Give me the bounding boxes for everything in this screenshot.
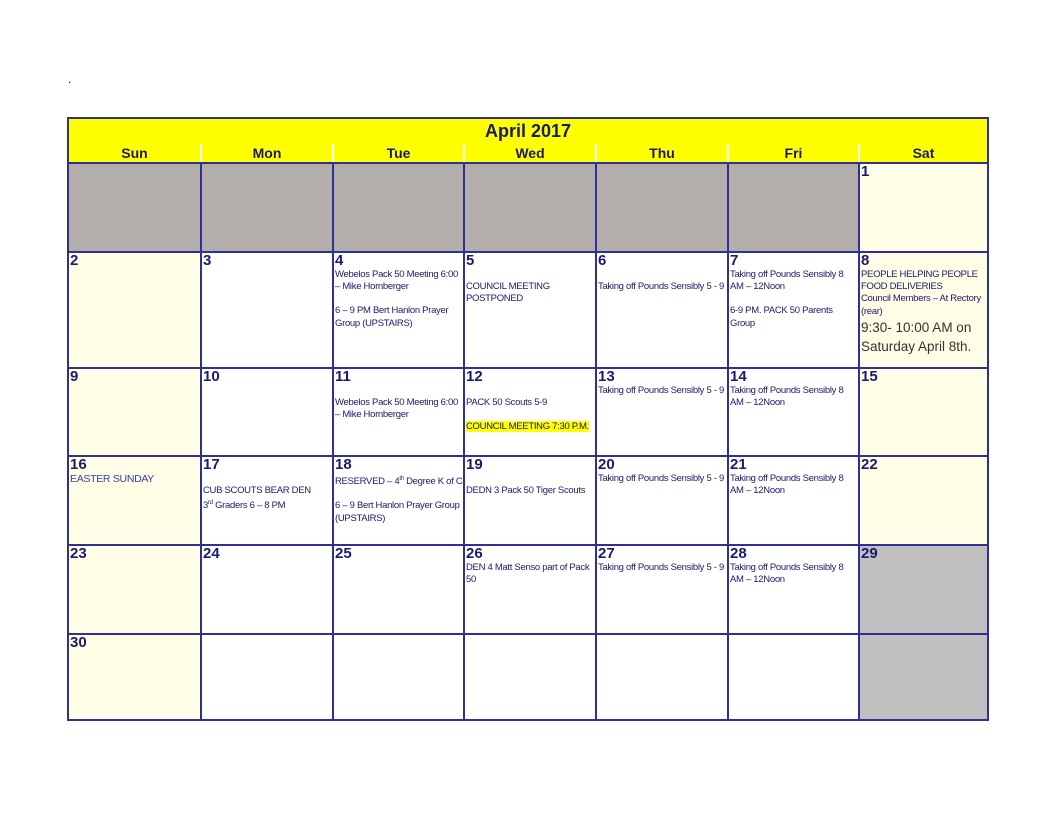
day-cell-empty	[595, 162, 727, 251]
event-text: Taking off Pounds Sensibly 8 AM – 12Noon	[730, 562, 844, 586]
day-cell-empty	[200, 633, 332, 719]
day-cell-20	[595, 455, 727, 544]
date-number: 3	[203, 252, 212, 269]
day-cell-empty	[727, 633, 858, 719]
day-cell-7	[727, 251, 858, 367]
day-cell-empty	[200, 162, 332, 251]
date-number: 12	[466, 368, 483, 385]
event-text: DEN 4 Matt Senso part of Pack 50	[466, 562, 590, 586]
page-mark: .	[68, 72, 72, 86]
date-number: 15	[861, 368, 878, 385]
date-number: 30	[70, 634, 87, 651]
day-cell-15	[858, 367, 987, 455]
event-text: Taking off Pounds Sensibly 8 AM – 12Noon	[730, 473, 844, 497]
day-header-fri: Fri	[727, 144, 858, 162]
event-text: Taking off Pounds Sensibly 8 AM – 12Noon	[730, 269, 844, 293]
day-cell-4	[332, 251, 463, 367]
date-number: 16	[70, 456, 87, 473]
date-number: 19	[466, 456, 483, 473]
day-cell-10	[200, 367, 332, 455]
event-text: Taking off Pounds Sensibly 5 - 9	[598, 562, 724, 573]
day-cell-11	[332, 367, 463, 455]
event-text: Taking off Pounds Sensibly 5 - 9	[598, 385, 724, 396]
event-text: Taking off Pounds Sensibly 5 - 9	[598, 281, 724, 292]
event-text: 6-9 PM. PACK 50 Parents Group	[730, 305, 833, 329]
date-number: 28	[730, 545, 747, 562]
event-text: COUNCIL MEETING POSTPONED	[466, 281, 550, 305]
day-cell-12	[463, 367, 595, 455]
day-cell-3	[200, 251, 332, 367]
day-cell-5	[463, 251, 595, 367]
event-text: EASTER SUNDAY	[70, 473, 155, 485]
day-cell-empty	[727, 162, 858, 251]
day-cell-13	[595, 367, 727, 455]
event-text: CUB SCOUTS BEAR DEN	[203, 485, 311, 496]
superscript: th	[399, 476, 404, 482]
event-text: PEOPLE HELPING PEOPLE FOOD DELIVERIES	[861, 269, 978, 293]
day-cell-16	[69, 455, 200, 544]
date-number: 8	[861, 252, 870, 269]
day-cell-18	[332, 455, 463, 544]
event-text-part: RESERVED – 4	[335, 476, 400, 488]
date-number: 10	[203, 368, 220, 385]
date-number: 5	[466, 252, 475, 269]
date-number: 13	[598, 368, 615, 385]
day-header-wed: Wed	[463, 144, 595, 162]
date-number: 14	[730, 368, 747, 385]
date-number: 6	[598, 252, 607, 269]
date-number: 25	[335, 545, 352, 562]
date-number: 4	[335, 252, 344, 269]
date-number: 27	[598, 545, 615, 562]
day-cell-empty	[332, 162, 463, 251]
date-number: 11	[335, 368, 351, 385]
date-number: 22	[861, 456, 878, 473]
event-text: DEDN 3 Pack 50 Tiger Scouts	[466, 485, 586, 496]
day-cell-28	[727, 544, 858, 633]
event-text: Webelos Pack 50 Meeting 6:00 – Mike Hornberger	[335, 397, 458, 421]
day-cell-empty	[69, 162, 200, 251]
event-text: PACK 50 Scouts 5-9	[466, 397, 548, 408]
day-cell-empty	[858, 633, 987, 719]
day-cell-8	[858, 251, 987, 367]
day-cell-27	[595, 544, 727, 633]
date-number: 24	[203, 545, 220, 562]
day-header-thu: Thu	[595, 144, 727, 162]
day-header-tue: Tue	[332, 144, 463, 162]
day-cell-empty	[463, 633, 595, 719]
event-text-part: Degree K of C	[403, 476, 463, 488]
event-text	[466, 421, 595, 433]
date-number: 7	[730, 252, 739, 269]
day-header-sat: Sat	[858, 144, 987, 162]
day-cell-21	[727, 455, 858, 544]
day-cell-24	[200, 544, 332, 633]
date-number: 18	[335, 456, 352, 473]
date-number: 9	[70, 368, 79, 385]
event-text	[335, 473, 463, 488]
day-cell-9	[69, 367, 200, 455]
event-text: Webelos Pack 50 Meeting 6:00 – Mike Hornberger	[335, 269, 458, 293]
date-number: 26	[466, 545, 483, 562]
day-cell-29	[858, 544, 987, 633]
superscript: rd	[207, 500, 213, 507]
day-cell-empty	[332, 633, 463, 719]
event-text-part: 3	[203, 500, 208, 512]
day-cell-empty	[595, 633, 727, 719]
day-cell-empty	[463, 162, 595, 251]
day-cell-19	[463, 455, 595, 544]
event-text-part: Graders 6 – 8 PM	[212, 500, 286, 512]
day-cell-23	[69, 544, 200, 633]
day-cell-6	[595, 251, 727, 367]
event-text: 6 – 9 Bert Hanlon Prayer Group (UPSTAIRS)	[335, 500, 460, 524]
date-number: 23	[70, 545, 87, 562]
event-text: 9:30- 10:00 AM on Saturday April 8th.	[861, 319, 972, 354]
event-text: Taking off Pounds Sensibly 5 - 9	[598, 473, 724, 484]
date-number: 21	[730, 456, 747, 473]
day-cell-22	[858, 455, 987, 544]
date-number: 2	[70, 252, 79, 269]
date-number: 1	[861, 163, 870, 180]
highlighted-event: COUNCIL MEETING 7:30 P.M.	[466, 421, 589, 433]
event-text	[203, 497, 332, 512]
day-cell-26	[463, 544, 595, 633]
day-cell-25	[332, 544, 463, 633]
event-text: 6 – 9 PM Bert Hanlon Prayer Group (UPSTAIRS)	[335, 305, 449, 329]
day-cell-1	[858, 162, 987, 251]
date-number: 29	[861, 545, 878, 562]
calendar-title: April 2017	[69, 119, 987, 144]
day-header-sun: Sun	[69, 144, 200, 162]
day-cell-30	[69, 633, 200, 719]
day-cell-17	[200, 455, 332, 544]
day-cell-14	[727, 367, 858, 455]
tick-mark: `	[335, 162, 338, 173]
event-text: Council Members – At Rectory (rear)	[861, 293, 981, 317]
event-text: Taking off Pounds Sensibly 8 AM – 12Noon	[730, 385, 844, 409]
date-number: 17	[203, 456, 220, 473]
day-cell-2	[69, 251, 200, 367]
calendar	[67, 117, 989, 721]
date-number: 20	[598, 456, 615, 473]
day-header-mon: Mon	[200, 144, 332, 162]
